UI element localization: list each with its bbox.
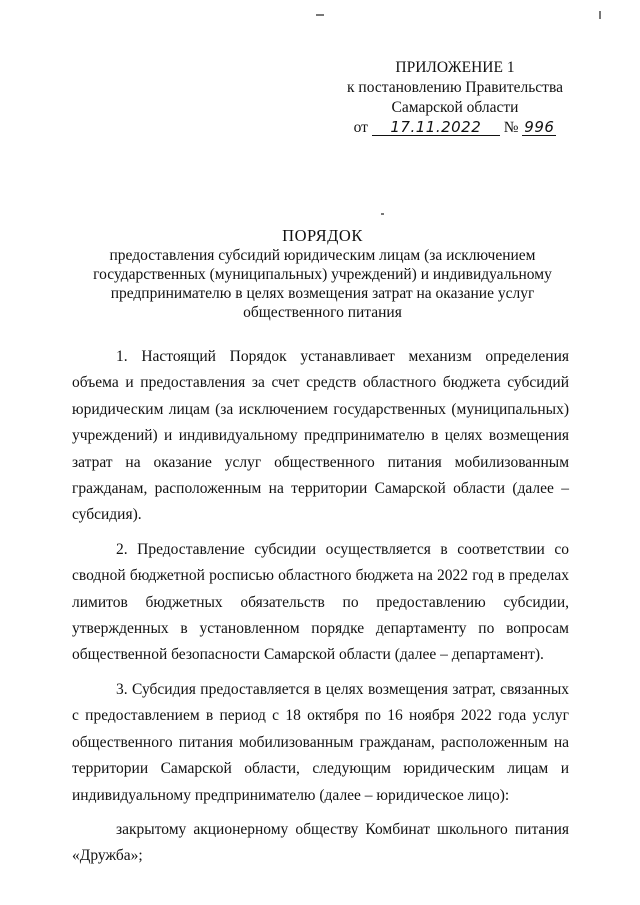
title-subtitle: предоставления субсидий юридическим лицам (за исключением государственных (муниципальных) учреждений) и индивидуальному предпринимателю в целях возмещения затрат на оказание услуг общественного питания: [93, 247, 552, 321]
date-prefix: от: [353, 119, 368, 136]
number-value: 996: [524, 118, 555, 136]
body-paragraph: 2. Предоставление субсидии осуществляется в соответствии со сводной бюджетной росписью областного бюджета на 2022 год в пределах лимитов бюджетных обязательств по предоставлению субсидии, утвержденных в установленном порядке департаменту по вопросам общественной безопасности Самарской области (далее – департамент).: [72, 540, 569, 664]
body-paragraph: 1. Настоящий Порядок устанавливает механизм определения объема и предоставления за счет средств областного бюджета субсидий юридическим лицам (за исключением государственных (муниципальных) учреждений) и индивидуальному предпринимателю в целях возмещения затрат на оказание услуг общественного питания мобилизованным гражданам, расположенным на территории Самарской области (далее – субсидия).: [72, 348, 569, 524]
appendix-line: Самарской области: [391, 99, 519, 116]
body-paragraph: 3. Субсидия предоставляется в целях возмещения затрат, связанных с предоставлением в период с 18 октября по 16 ноября 2022 года услуг общественного питания мобилизованным гражданам, расположенным на территории Самарской области, следующим юридическим лицам и индивидуальному предпринимателю (далее – юридическое лицо):: [72, 680, 569, 804]
date-value: 17.11.2022: [372, 119, 500, 136]
scan-mark: [316, 14, 324, 16]
appendix-line: к постановлению Правительства: [347, 79, 563, 96]
appendix-header: [340, 58, 570, 138]
document-title: [85, 226, 560, 322]
body-paragraph: закрытому акционерному обществу Комбинат школьного питания «Дружба»;: [72, 820, 569, 865]
document-body: [72, 344, 569, 878]
number-prefix: №: [503, 119, 519, 136]
title-heading: ПОРЯДОК: [282, 226, 363, 245]
appendix-title: ПРИЛОЖЕНИЕ 1: [395, 59, 515, 76]
date-number-line: [340, 118, 570, 138]
scan-mark: [599, 11, 601, 19]
scan-mark: [381, 213, 384, 215]
